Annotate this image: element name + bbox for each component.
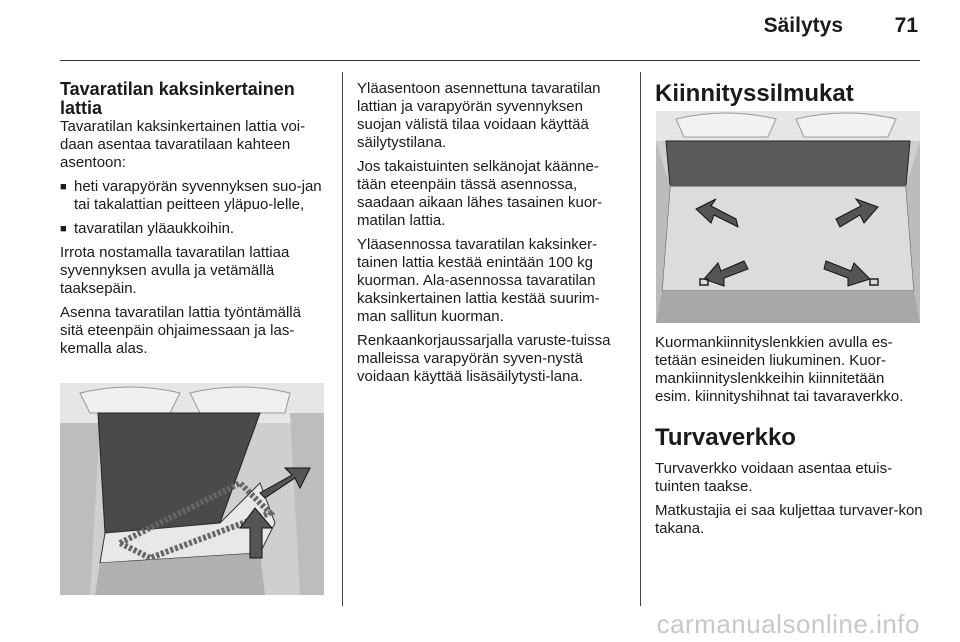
section-heading-safety-net: Turvaverkko [655, 424, 796, 451]
intro-paragraph: Tavaratilan kaksinkertainen lattia voi-daan asentaa tavaratilaan kahteen asentoon: [60, 118, 306, 171]
middle-column [357, 80, 625, 392]
header-rule [60, 60, 920, 61]
left-column [60, 80, 328, 364]
watermark: carmanualsonline.info [656, 609, 920, 639]
list-item: ■ tavaratilan yläaukkoihin. [60, 220, 328, 238]
paragraph: Matkustajia ei saa kuljettaa turvaver-kon takana. [655, 502, 923, 537]
header-title: Säilytys [763, 14, 843, 37]
lashing-eyes-illustration [656, 111, 920, 323]
paragraph: Asenna tavaratilan lattia työntämällä sitä eteenpäin ohjaimessaan ja las-kemalla alas. [60, 304, 301, 357]
paragraph: Irrota nostamalla tavaratilan lattiaa syvennyksen avulla ja vetämällä taaksepäin. [60, 244, 290, 297]
paragraph: Renkaankorjaussarjalla varuste-tuissa malleissa varapyörän syven-nystä voidaan käyttää lisäsäilytysti-lana. [357, 332, 611, 385]
paragraph: Yläasennossa tavaratilan kaksinker-tainen lattia kestää enintään 100 kg kuorman. Ala-asennossa tavaratilan kaksinkertainen lattia kestää suurim-man sallitun kuorman. [357, 236, 600, 325]
paragraph: Yläasentoon asennettuna tavaratilan lattian ja varapyörän syvennyksen suojan välistä tilaa voidaan käyttää säilytystilana. [357, 80, 601, 151]
column-divider-2 [640, 72, 641, 606]
cargo-floor-illustration [60, 383, 324, 595]
section-heading-double-floor: Tavaratilan kaksinkertainen lattia [60, 79, 295, 118]
column-divider-1 [342, 72, 343, 606]
list-item: ■ heti varapyörän syvennyksen suo-jan tai takalattian peitteen yläpuo-lelle, [60, 178, 328, 214]
right-column [655, 80, 923, 108]
paragraph: Jos takaistuinten selkänojat käänne-tään eteenpäin tässä asennossa, saadaan aikaan lähes tasainen kuor-matilan lattia. [357, 158, 603, 229]
right-column-lower [655, 334, 923, 544]
bullet-list [60, 178, 328, 238]
paragraph: Kuormankiinnityslenkkien avulla es-tetään esineiden liukuminen. Kuor-mankiinnityslenkkeihin kiinnitetään esim. kiinnityshihnat tai tavaraverkko. [655, 334, 904, 405]
page-number: 71 [894, 14, 918, 37]
section-heading-lashing-eyes: Kiinnityssilmukat [655, 80, 854, 107]
paragraph: Turvaverkko voidaan asentaa etuis-tuinten taakse. [655, 460, 893, 495]
